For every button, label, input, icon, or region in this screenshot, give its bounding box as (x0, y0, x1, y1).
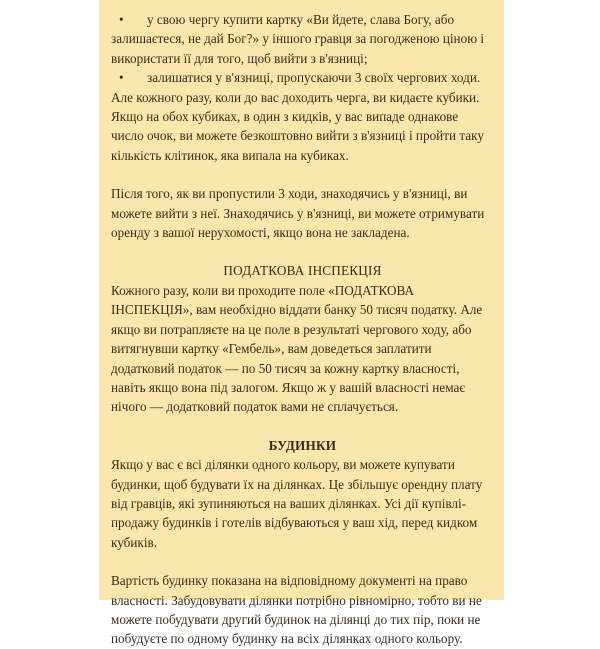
spacer (111, 242, 494, 261)
houses-section-body-2: Вартість будинку показана на відповідному документі на право власності. Забудовувати ділянки потрібно рівномірно, тобто ви не можете побудувати другий будинок на ділянці до тих пір, поки не побудуєте по одному будинку на всіх ділянках одного кольору. (111, 573, 482, 647)
houses-section-heading: БУДИНКИ (268, 437, 337, 453)
tax-section-body: Кожного разу, коли ви проходите поле «ПОДАТКОВА ІНСПЕКЦІЯ», вам необхідно віддати банку 50 тисяч податку. Але якщо ви потрапляєте на це поле в результаті чергового ходу, або витягнувши картку «Гембель», вам доведеться заплатити додатковий податок — по 50 тисяч за кожну картку власності, навіть якщо вона під залогом. Якщо ж у вашій власності немає нічого — додатковий податок вами не сплачується. (111, 282, 483, 415)
bullet-marker: • (119, 12, 124, 27)
rules-page (99, 0, 504, 647)
tax-section-heading: ПОДАТКОВА ІНСПЕКЦІЯ (223, 263, 382, 279)
spacer (111, 165, 494, 184)
spacer (111, 552, 494, 571)
bullet-text: залишатися у в'язниці, пропускаючи 3 своїх чергових ходи. Але кожного разу, коли до вас доходить черга, ви кидаєте кубики. Якщо на обох кубиках, в один з кидків, у вас випаде однакове число очок, ви можете безкоштовно вийти з в'язниці і пройти таку кількість клітинок, яка випала на кубиках. (111, 70, 484, 163)
bullet-item-buy-card (111, 10, 494, 68)
houses-section-body-1: Якщо у вас є всі ділянки одного кольору, ви можете купувати будинки, щоб будувати їх на ділянках. Це збільшує орендну плату від гравців, які зупиняються на ваших ділянках. Усі дії купівлі-продажу будинків і готелів відбуваються у ваш хід, перед кидком кубиків. (111, 457, 483, 550)
bullet-item-stay-in-jail (111, 68, 494, 165)
paragraph-jail-exit: Після того, як ви пропустили 3 ходи, знаходячись у в'язниці, ви можете вийти з неї. Знаходячись у в'язниці, ви можете отримувати оренду з вашої нерухомості, якщо вона не закладена. (111, 186, 485, 241)
bullet-text: у свою чергу купити картку «Ви йдете, слава Богу, або залишаєтеся, не дай Бог?» у іншого гравця за погодженою ціною і використати її для того, щоб вийти з в'язниці; (111, 12, 485, 66)
spacer (111, 417, 494, 436)
bullet-marker: • (119, 70, 124, 86)
